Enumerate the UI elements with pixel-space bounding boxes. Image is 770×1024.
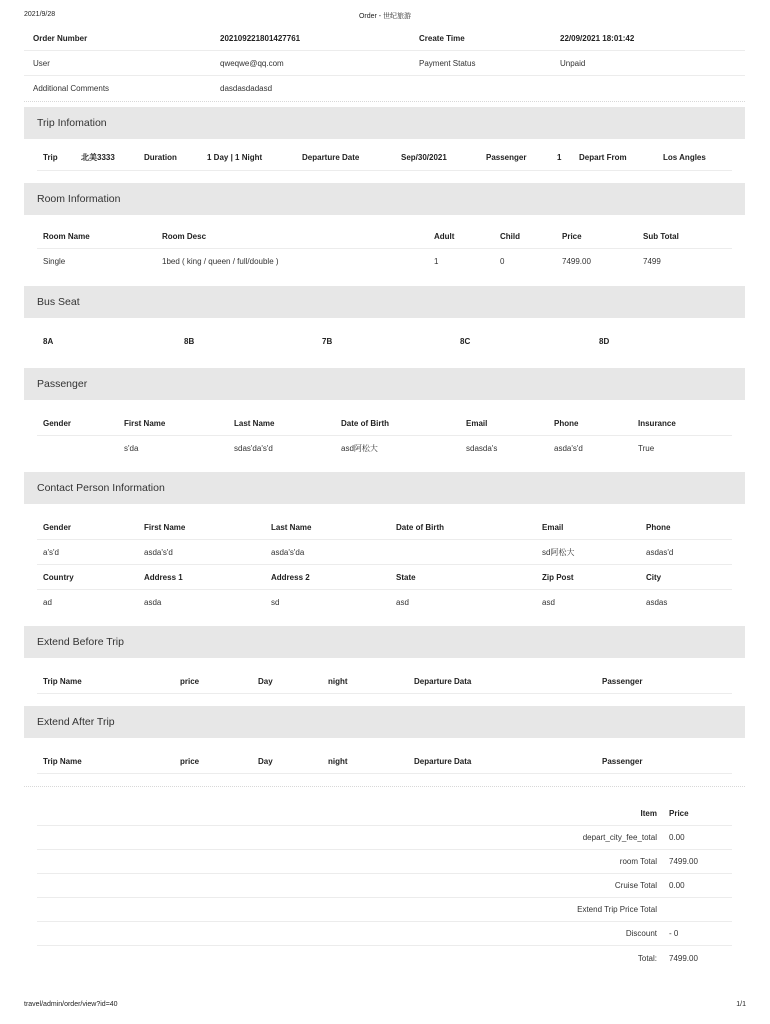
passenger-email: sdasda's — [466, 444, 498, 453]
contact-table — [37, 515, 732, 615]
passenger-dob: asd阿松大 — [341, 444, 378, 453]
passenger-row — [37, 436, 732, 461]
bus-seat: 8B — [184, 337, 195, 346]
depart-city-fee-value: 0.00 — [669, 833, 685, 842]
create-time-label: Create Time — [419, 33, 465, 43]
room-name: Single — [43, 257, 66, 266]
section-room-info: Room Information — [24, 183, 745, 215]
col-night: night — [328, 756, 348, 766]
col-room-desc: Room Desc — [162, 231, 207, 241]
col-room-name: Room Name — [43, 231, 90, 241]
col-insurance: Insurance — [638, 418, 676, 428]
room-subtotal: 7499 — [643, 257, 661, 266]
contact-row — [37, 540, 732, 565]
passenger-count: 1 — [557, 153, 562, 162]
divider — [24, 101, 745, 105]
depart-from-label: Depart From — [579, 153, 627, 162]
col-email: Email — [542, 522, 564, 532]
totals-row — [37, 874, 732, 898]
trip-info-row — [37, 145, 732, 171]
room-header-row — [37, 224, 732, 249]
col-gender: Gender — [43, 522, 72, 532]
trip-info-table — [37, 145, 732, 171]
passenger-insurance: True — [638, 444, 655, 453]
col-country: Country — [43, 572, 74, 582]
price-totals — [37, 802, 732, 970]
duration: 1 Day | 1 Night — [207, 153, 263, 162]
print-footer — [24, 1001, 746, 1011]
totals-row — [37, 826, 732, 850]
col-last-name: Last Name — [234, 418, 275, 428]
summary-row — [24, 26, 745, 51]
col-state: State — [396, 572, 416, 582]
order-number: 20210922180142776​1 — [220, 33, 301, 43]
col-address-2: Address 2 — [271, 572, 310, 582]
col-trip-name: Trip Name — [43, 756, 82, 766]
col-first-name: First Name — [144, 522, 186, 532]
section-extend-after: Extend After Trip — [24, 706, 745, 738]
contact-header-row — [37, 515, 732, 540]
bus-seat: 8C — [460, 337, 471, 346]
contact-state: asd — [396, 598, 409, 607]
order-summary — [24, 26, 745, 101]
extend-before-header-row — [37, 669, 732, 694]
contact-address-2: sd — [271, 598, 280, 607]
passenger-first-name: s'da — [124, 444, 139, 453]
col-passenger: Passenger — [602, 756, 643, 766]
col-email: Email — [466, 418, 488, 428]
page-number: 1/1 — [736, 1001, 746, 1008]
summary-row — [24, 51, 745, 76]
col-child: Child — [500, 231, 520, 241]
bus-seat: 7B — [322, 337, 333, 346]
col-phone: Phone — [646, 522, 671, 532]
col-price: Price — [562, 231, 582, 241]
grand-total-value: 7499.00 — [669, 953, 698, 963]
section-extend-before: Extend Before Trip — [24, 626, 745, 658]
room-total-label: room Total — [619, 857, 657, 866]
room-price: 7499.00 — [562, 257, 591, 266]
room-child: 0 — [500, 257, 505, 266]
col-zip: Zip Post — [542, 572, 574, 582]
print-url: travel/admin/order/view?id=40 — [24, 1001, 118, 1008]
col-day: Day — [258, 676, 273, 686]
print-title: Order - 世纪旅游 — [358, 13, 412, 20]
col-passenger: Passenger — [602, 676, 643, 686]
depart-city-fee-label: depart_city_fee_total — [582, 833, 657, 842]
user-email: qweqwe@qq.com — [220, 58, 284, 68]
passenger-last-name: sdas'da's'd — [234, 444, 273, 453]
col-departure-data: Departure Data — [414, 676, 472, 686]
col-address-1: Address 1 — [144, 572, 183, 582]
col-first-name: First Name — [124, 418, 166, 428]
section-contact-person: Contact Person Information — [24, 472, 745, 504]
contact-email: sd阿松大 — [542, 547, 575, 557]
contact-last-name: asda's'da — [271, 547, 305, 557]
totals-row — [37, 946, 732, 970]
item-label: Item — [640, 809, 657, 818]
room-table — [37, 224, 732, 274]
col-trip-name: Trip Name — [43, 676, 82, 686]
totals-header-row — [37, 802, 732, 826]
section-passenger: Passenger — [24, 368, 745, 400]
user-label: User — [33, 58, 50, 68]
totals-row — [37, 898, 732, 922]
col-city: City — [646, 572, 662, 582]
contact-zip: asd — [542, 598, 555, 607]
room-adult: 1 — [434, 257, 439, 266]
discount-label: Discount — [625, 929, 657, 938]
contact-city: asdas — [646, 598, 668, 607]
contact-country: ad — [43, 598, 52, 607]
passenger-phone: asda's'd — [554, 444, 583, 453]
contact-first-name: asda's'd — [144, 547, 173, 557]
col-departure-data: Departure Data — [414, 756, 472, 766]
totals-row — [37, 850, 732, 874]
col-price: price — [180, 756, 200, 766]
bus-seat-row — [37, 329, 732, 354]
extend-after-table — [37, 749, 732, 774]
col-dob: Date of Birth — [341, 418, 389, 428]
col-subtotal: Sub Total — [643, 231, 679, 241]
passenger-header-row — [37, 411, 732, 436]
trip-name: 北美3333 — [81, 153, 115, 162]
section-trip-info: Trip Infomation — [24, 107, 745, 139]
grand-total-label: Total: — [637, 953, 657, 963]
contact-address-1: asda — [144, 598, 162, 607]
extend-after-header-row — [37, 749, 732, 774]
print-header — [24, 11, 746, 23]
order-number-label: Order Number — [33, 33, 88, 43]
print-date: 2021/9/28 — [24, 11, 56, 18]
cruise-total-value: 0.00 — [669, 881, 685, 890]
summary-row — [24, 76, 745, 101]
comments: dasdasdadasd — [220, 84, 273, 93]
create-time: 22/09/2021 18:01:42 — [560, 33, 635, 43]
price-label: Price — [669, 809, 689, 818]
cruise-total-label: Cruise Total — [614, 881, 657, 890]
col-gender: Gender — [43, 418, 72, 428]
section-bus-seat: Bus Seat — [24, 286, 745, 318]
extend-before-table — [37, 669, 732, 694]
depart-from: Los Angles — [663, 153, 706, 162]
col-price: price — [180, 676, 200, 686]
bus-seat: 8A — [43, 337, 54, 346]
discount-value: - 0 — [669, 929, 679, 938]
contact-gender: a's'd — [43, 547, 59, 557]
col-day: Day — [258, 756, 273, 766]
divider — [24, 786, 745, 790]
payment-status-label: Payment Status — [419, 58, 476, 68]
room-row — [37, 249, 732, 274]
totals-row — [37, 922, 732, 946]
address-row — [37, 590, 732, 615]
address-header-row — [37, 565, 732, 590]
bus-seat-table — [37, 329, 732, 354]
contact-phone: asdas'd — [646, 547, 674, 557]
passenger-label: Passenger — [486, 153, 527, 162]
room-desc: 1bed ( king / queen / full/double ) — [162, 257, 279, 266]
col-adult: Adult — [434, 231, 455, 241]
col-night: night — [328, 676, 348, 686]
payment-status: Unpaid — [560, 58, 586, 68]
departure-date-label: Departure Date — [302, 153, 360, 162]
room-total-value: 7499.00 — [669, 857, 698, 866]
comments-label: Additional Comments — [33, 84, 110, 93]
col-phone: Phone — [554, 418, 579, 428]
departure-date: Sep/30/2021 — [401, 153, 447, 162]
bus-seat: 8D — [599, 337, 610, 346]
col-last-name: Last Name — [271, 522, 312, 532]
duration-label: Duration — [144, 153, 177, 162]
order-view — [24, 26, 745, 970]
trip-label: Trip — [43, 153, 58, 162]
passenger-table — [37, 411, 732, 461]
col-dob: Date of Birth — [396, 522, 444, 532]
extend-trip-total-label: Extend Trip Price Total — [577, 905, 657, 914]
